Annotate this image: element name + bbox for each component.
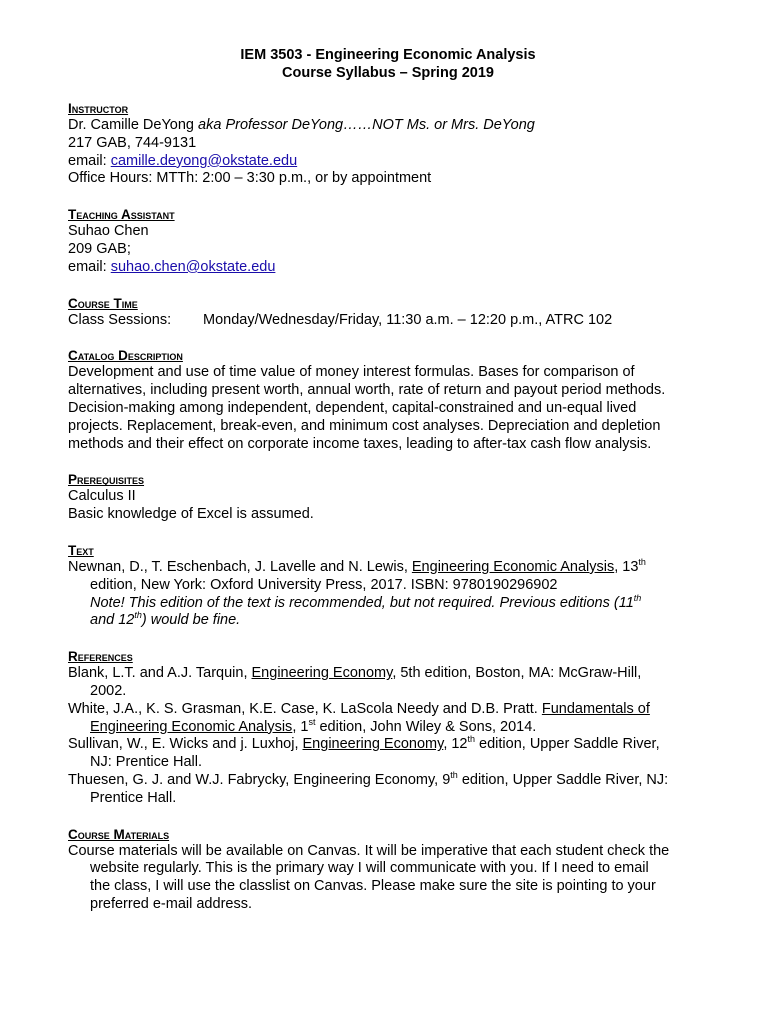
course-time-heading: Course Time [68, 295, 138, 311]
reference-1-authors: Blank, L.T. and A.J. Tarquin, [68, 665, 252, 682]
textbook-edition: , 13 [614, 558, 639, 575]
textbook-note-line-2 [68, 612, 708, 630]
prereq-section [68, 471, 708, 524]
reference-3-edition: , 12 [443, 736, 468, 753]
reference-2-edition: , 1 [292, 718, 309, 735]
ta-heading: Teaching Assistant [68, 207, 175, 223]
reference-4-details: edition, Upper Saddle River, NJ: [457, 771, 669, 788]
ta-section [68, 206, 708, 276]
text-heading: Text [68, 542, 94, 558]
materials-line: Course materials will be available on Canvas. It will be imperative that each student check the [68, 842, 670, 859]
reference-2-details: edition, John Wiley & Sons, 2014. [315, 718, 537, 735]
text-section [68, 542, 708, 630]
reference-4-authors: Thuesen, G. J. and W.J. Fabrycky, Engineering Economy, 9 [68, 771, 451, 788]
instructor-office-hours: Office Hours: MTTh: 2:00 – 3:30 p.m., or by appointment [68, 170, 432, 187]
textbook-note-b: and 12 [90, 612, 135, 629]
instructor-heading: Instructor [68, 101, 129, 116]
reference-4-line-2: Prentice Hall. [90, 789, 177, 806]
class-sessions-value: Monday/Wednesday/Friday, 11:30 a.m. – 12:20 p.m., ATRC 102 [203, 311, 613, 328]
textbook-note-sup2: th [134, 610, 142, 621]
ta-email-line [68, 259, 708, 277]
instructor-aka: aka Professor DeYong……NOT Ms. or Mrs. DeYong [198, 117, 535, 133]
reference-3-title: Engineering Economy [302, 736, 444, 753]
instructor-email-line [68, 153, 708, 171]
instructor-name: Dr. Camille DeYong [68, 117, 194, 133]
reference-2-line-1 [68, 701, 708, 719]
instructor-section [68, 100, 708, 188]
catalog-line: projects. Replacement, break-even, and minimum cost analyses. Depreciation and depletion [68, 417, 661, 434]
reference-2-authors: White, J.A., K. S. Grasman, K.E. Case, K. LaScola Needy and D.B. Pratt. [68, 700, 542, 717]
materials-line: website regularly. This is the primary way I will communicate with you. If I need to email [90, 860, 649, 877]
ta-name: Suhao Chen [68, 223, 149, 240]
textbook-title: Engineering Economic Analysis [411, 558, 615, 575]
materials-line: preferred e-mail address. [90, 895, 252, 912]
catalog-line: methods and their effect on corporate income taxes, leading to after-tax cash flow analysis. [68, 435, 652, 452]
reference-1-line-2: 2002. [90, 682, 127, 699]
instructor-name-line [68, 117, 708, 135]
catalog-section [68, 347, 708, 453]
reference-1-line-1 [68, 665, 708, 683]
document-title [68, 46, 708, 82]
materials-line: the class, I will use the classlist on Canvas. Please make sure the site is pointing to your [90, 878, 656, 895]
catalog-line: alternatives, including present worth, annual worth, rate of return and payout period methods. [68, 382, 666, 399]
reference-2-line-2 [68, 716, 708, 737]
textbook-note-sup1: th [633, 592, 642, 603]
prereq-heading: Prerequisites [68, 472, 145, 488]
textbook-note-a: Note! This edition of the text is recommended, but not required. Previous editions (11 [90, 594, 634, 611]
prereq-item: Basic knowledge of Excel is assumed. [68, 506, 314, 523]
reference-4-edition-sup: th [450, 770, 458, 781]
catalog-line: Decision-making among independent, dependent, capital-constrained and un-equal lived [68, 399, 637, 416]
references-heading: References [68, 649, 133, 665]
reference-2-title-part-2: Engineering Economic Analysis [90, 718, 293, 735]
ta-office: 209 GAB; [68, 240, 131, 257]
reference-3-authors: Sullivan, W., E. Wicks and j. Luxhoj, [68, 736, 303, 753]
prereq-item: Calculus II [68, 488, 136, 505]
textbook-note-c: ) would be fine. [141, 612, 241, 629]
textbook-line-2: edition, New York: Oxford University Press, 2017. ISBN: 9780190296902 [90, 576, 558, 593]
instructor-email-link[interactable]: camille.deyong@okstate.edu [110, 152, 298, 169]
ta-email-link[interactable]: suhao.chen@okstate.edu [110, 258, 276, 275]
title-line-1: IEM 3503 - Engineering Economic Analysis [240, 47, 536, 63]
textbook-note-line-1 [68, 592, 708, 613]
instructor-office: 217 GAB, 744-9131 [68, 134, 197, 151]
reference-4-line-1 [68, 772, 708, 790]
reference-3-line-2: NJ: Prentice Hall. [90, 754, 203, 771]
instructor-email-label: email: [68, 152, 107, 169]
textbook-edition-sup: th [638, 557, 646, 568]
reference-3-edition-sup: th [467, 734, 476, 745]
reference-1-details: , 5th edition, Boston, MA: McGraw-Hill, [392, 665, 642, 682]
reference-1-title: Engineering Economy [251, 665, 393, 682]
textbook-line-1 [68, 559, 708, 577]
title-line-2: Course Syllabus – Spring 2019 [282, 65, 494, 81]
course-time-section [68, 295, 708, 330]
ta-email-label: email: [68, 258, 107, 275]
catalog-heading: Catalog Description [68, 348, 183, 364]
document-body [68, 46, 708, 914]
materials-section [68, 826, 708, 914]
reference-3-line-1 [68, 736, 708, 754]
catalog-line: Development and use of time value of money interest formulas. Bases for comparison of [68, 364, 635, 381]
reference-2-title-part-1: Fundamentals of [541, 700, 650, 717]
textbook-authors: Newnan, D., T. Eschenbach, J. Lavelle and N. Lewis, [68, 558, 412, 575]
reference-3-details: edition, Upper Saddle River, [475, 736, 660, 753]
class-sessions-line [68, 312, 708, 330]
reference-2-edition-sup: st [308, 716, 316, 727]
references-section [68, 648, 708, 807]
class-sessions-label: Class Sessions: [68, 311, 172, 328]
materials-heading: Course Materials [68, 826, 170, 842]
